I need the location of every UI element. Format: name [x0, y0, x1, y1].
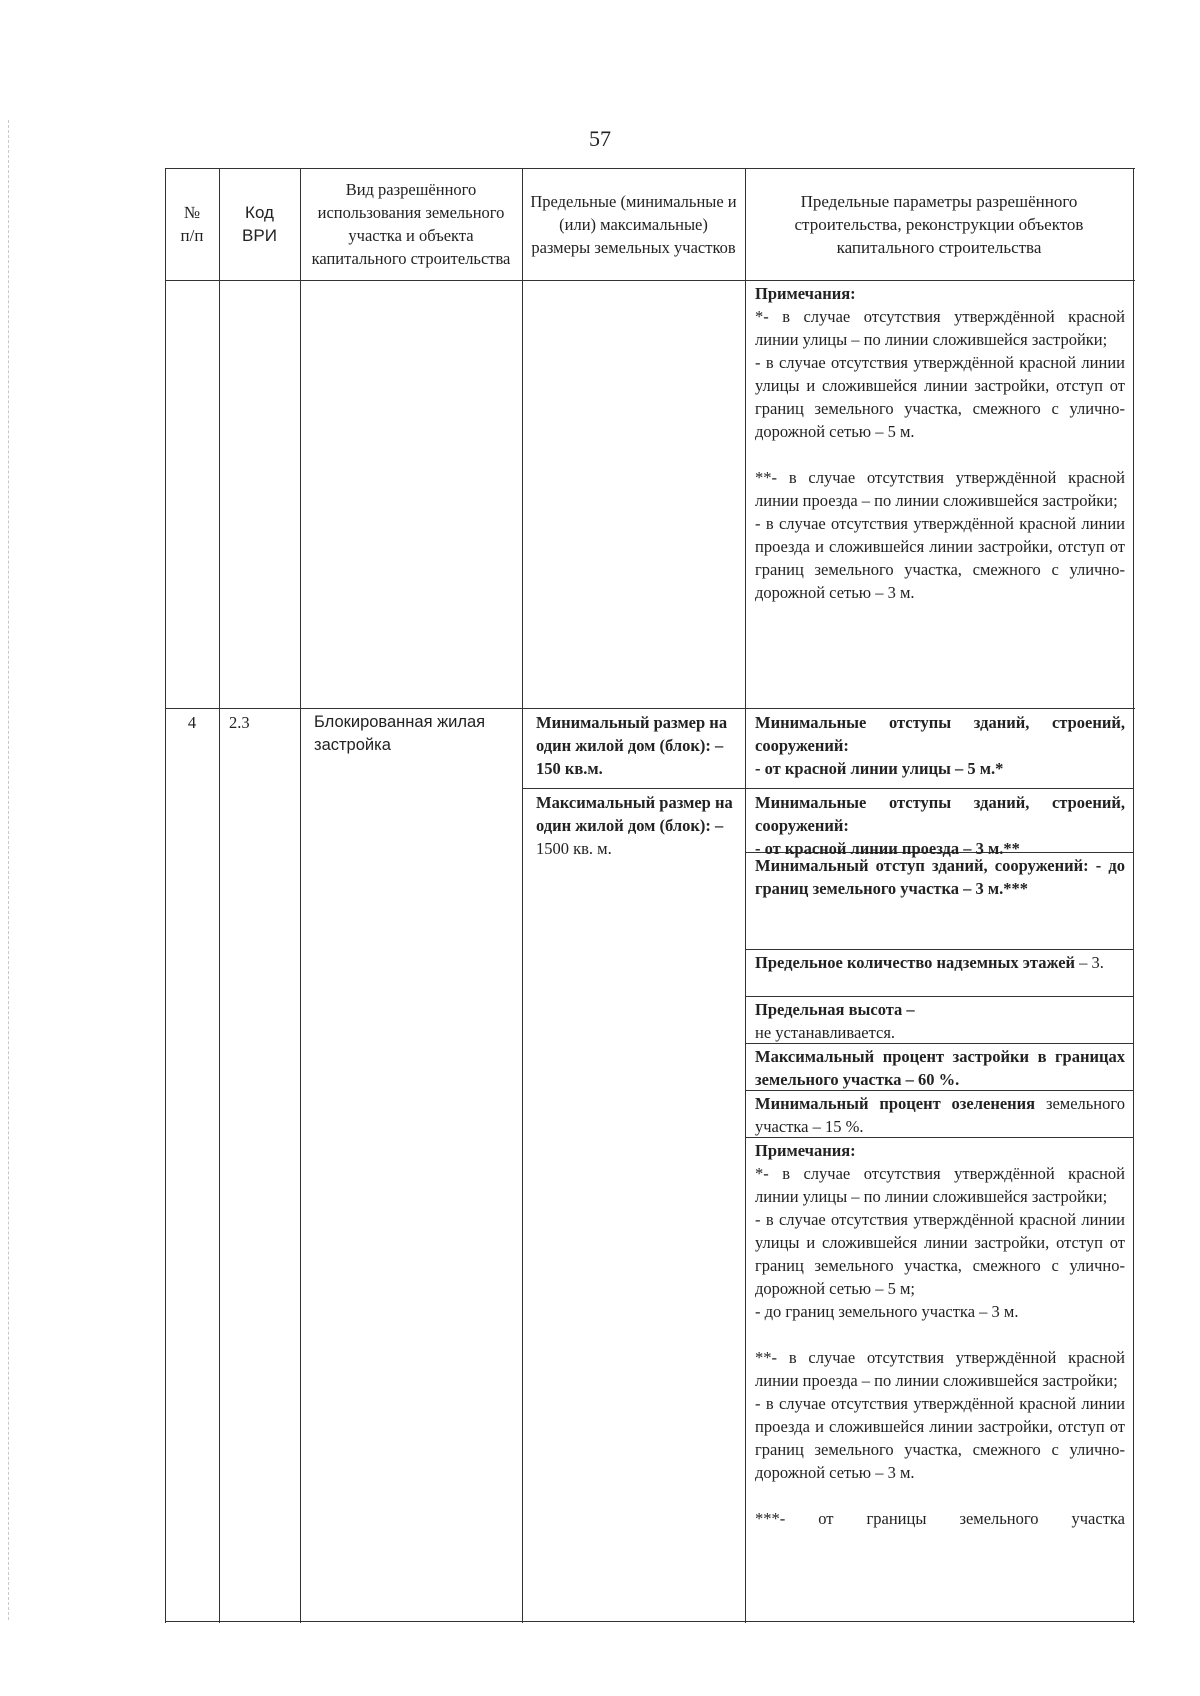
- table-border-bottom: [165, 1621, 1135, 1622]
- row-number: 4: [187, 713, 197, 732]
- cell-divider: [745, 949, 1134, 950]
- regulations-table: [165, 168, 1135, 1623]
- page-number: 57: [589, 126, 611, 151]
- param-landscaping: [745, 1092, 1133, 1138]
- note-text: - в случае отсутствия утверждённой красной линии улицы и сложившейся линии застройки, отступ от границ земельного участка, смежного с улично-дорожной сетью – 5 м;: [755, 1210, 1125, 1298]
- param-value: не устанавливается.: [755, 1023, 896, 1042]
- header-num: № п/п: [180, 203, 204, 245]
- param-title: Предельная высота –: [755, 1000, 915, 1019]
- min-plot-size: Минимальный размер на один жилой дом (блок): –150 кв.м.: [536, 713, 728, 778]
- param-value: - от красной линии проезда – 3 м.**: [755, 839, 1020, 858]
- header-type: Вид разрешённого использования земельного участка и объекта капитального строительства: [311, 180, 511, 268]
- param-title: Минимальный отступ зданий, сооружений:: [755, 856, 1089, 875]
- table-border-left: [165, 168, 166, 1623]
- header-sizes: Предельные (минимальные и (или) максимальные) размеры земельных участков: [530, 191, 737, 257]
- column-divider: [219, 168, 220, 1623]
- notes-title: Примечания:: [755, 1141, 856, 1160]
- param-floors: [745, 951, 1133, 974]
- param-coverage: [745, 1045, 1133, 1091]
- param-value: - до границ земельного участка – 3 м.***: [755, 856, 1125, 898]
- land-use-type: Блокированная жилая застройка: [314, 713, 486, 754]
- column-divider: [522, 168, 523, 1623]
- param-title: Минимальные отступы зданий, строений, сооружений:: [755, 793, 1125, 835]
- param-setback-driveway: [745, 791, 1133, 860]
- param-title: Предельное количество надземных этажей: [755, 953, 1076, 972]
- notes-block: [745, 1139, 1133, 1530]
- scan-edge-artifact: [8, 120, 9, 1620]
- max-plot-size-value: 1500 кв. м.: [536, 839, 612, 858]
- param-value: – 3.: [1075, 953, 1104, 972]
- notes-block: [745, 282, 1133, 604]
- note-text: - в случае отсутствия утверждённой красной линии улицы и сложившейся линии застройки, отступ от границ земельного участка, смежного с улично-дорожной сетью – 5 м.: [755, 353, 1125, 441]
- note-text: - в случае отсутствия утверждённой красной линии проезда и сложившейся линии застройки, отступ от границ земельного участка, смежного с улично-дорожной сетью – 3 м.: [755, 1394, 1125, 1482]
- note-text: *- в случае отсутствия утверждённой красной линии улицы – по линии сложившейся застройки;: [755, 307, 1125, 349]
- param-setback-street: [745, 711, 1133, 780]
- param-value: в границах земельного участка – 60 %.: [755, 1047, 1125, 1089]
- row-divider: [165, 708, 1135, 709]
- note-text: - в случае отсутствия утверждённой красной линии проезда и сложившейся линии застройки, отступ от границ земельного участка, смежного с улично-дорожной сетью – 3 м.: [755, 514, 1125, 602]
- param-value: земельного участка – 15 %.: [755, 1094, 1125, 1136]
- param-title: Минимальные отступы зданий, строений, сооружений:: [755, 713, 1125, 755]
- max-plot-size-label: Максимальный размер на один жилой дом (блок): –: [536, 793, 733, 835]
- cell-divider: [745, 996, 1134, 997]
- param-title: Минимальный процент озеленения: [755, 1094, 1036, 1113]
- note-text: **- в случае отсутствия утверждённой красной линии проезда – по линии сложившейся застройки;: [755, 468, 1125, 510]
- header-params: Предельные параметры разрешённого строительства, реконструкции объектов капитального строительства: [794, 191, 1084, 257]
- notes-title: Примечания:: [755, 284, 856, 303]
- cell-divider: [522, 788, 1134, 789]
- header-divider: [165, 280, 1135, 281]
- max-plot-size: [522, 791, 745, 860]
- note-text: **- в случае отсутствия утверждённой красной линии проезда – по линии сложившейся застройки;: [755, 1348, 1125, 1390]
- header-code: Код ВРИ: [242, 203, 277, 245]
- table-border-right: [1133, 168, 1134, 1623]
- note-text: ***- от границы земельного участка: [755, 1509, 1125, 1528]
- param-title: Максимальный процент застройки: [755, 1047, 1030, 1066]
- column-divider: [300, 168, 301, 1623]
- note-text: *- в случае отсутствия утверждённой красной линии улицы – по линии сложившейся застройки;: [755, 1164, 1125, 1206]
- param-value: - от красной линии улицы – 5 м.*: [755, 759, 1004, 778]
- note-text: - до границ земельного участка – 3 м.: [755, 1302, 1019, 1321]
- param-height: [745, 998, 1133, 1044]
- vri-code: 2.3: [229, 713, 250, 732]
- param-setback-boundary: [745, 854, 1133, 900]
